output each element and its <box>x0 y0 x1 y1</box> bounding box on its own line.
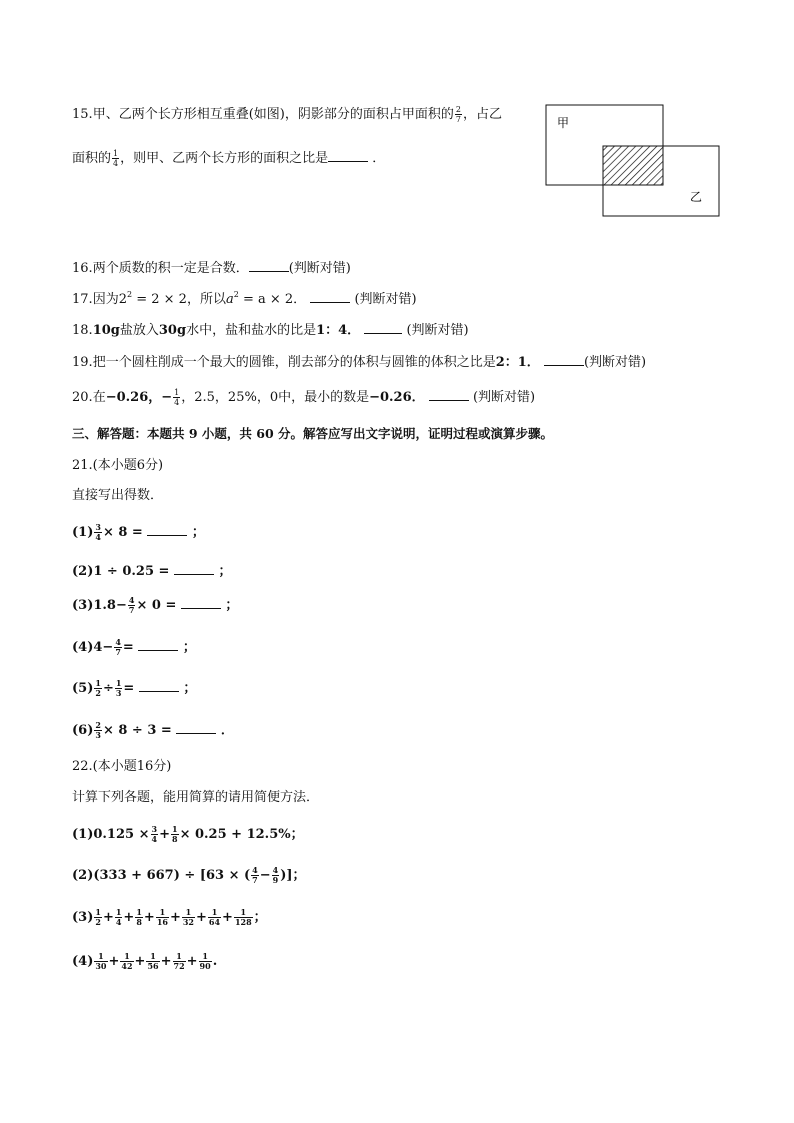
q17-variable: a <box>225 292 234 307</box>
q22-item-3: (3) $\frac{1}{2}$ + $\frac{1}{4}$ + $\frac{1}{8}$ + $\frac{1}{16}$ + $\frac{1}{32}$ + $\frac{1}{64}$ + $\frac{1}{128}$ ； <box>72 907 267 927</box>
q17-exponent: 2 <box>233 290 239 299</box>
fraction-numerator: 3 <box>151 824 158 834</box>
fraction <box>171 825 179 844</box>
q20 <box>72 388 535 407</box>
fraction-denominator: 4 <box>95 532 101 542</box>
q22-header: 22.(本小题16分) <box>72 759 172 774</box>
item-prefix: (3) <box>72 910 94 925</box>
q17-text: 2 <box>118 292 127 307</box>
q22-intro: 计算下列各题，能用简算的请用简便方法． <box>72 790 320 805</box>
section-3-header: 三、解答题：本题共 9 小题，共 60 分。解答应写出文字说明，证明过程或演算步骤。 <box>72 426 554 441</box>
expression: × 0 = <box>136 598 177 613</box>
label-jia: 甲 <box>557 116 570 130</box>
fraction-numerator: 1 <box>115 907 122 917</box>
label-yi: 乙 <box>690 190 703 204</box>
q21-intro: 直接写出得数． <box>72 488 164 503</box>
fraction-denominator: 30 <box>95 961 107 971</box>
q20-text: 在 <box>92 390 106 405</box>
fraction <box>251 866 259 885</box>
q18-text: 30g <box>158 323 187 338</box>
expression: ÷ <box>102 681 114 696</box>
fraction-numerator: 1 <box>199 952 212 962</box>
answer-blank[interactable] <box>310 290 350 303</box>
fraction-numerator: 1 <box>173 952 186 962</box>
expression: 1.8− <box>93 598 127 613</box>
q18-number: 18. <box>72 323 93 338</box>
fraction-numerator: 1 <box>95 907 101 917</box>
q15-line1 <box>72 105 502 124</box>
fraction-denominator: 128 <box>234 917 252 927</box>
answer-blank[interactable] <box>147 523 187 536</box>
q15-text: ，则甲、乙两个长方形的面积之比是 <box>120 151 329 166</box>
fraction <box>128 596 136 615</box>
answer-blank[interactable] <box>138 638 178 651</box>
q16-text: 两个质数的积一定是合数． <box>92 261 249 276</box>
fraction-numerator: 4 <box>272 865 279 875</box>
fraction-denominator: 2 <box>95 917 101 927</box>
answer-blank[interactable] <box>174 562 214 575</box>
q18-tail: (判断对错) <box>406 323 469 338</box>
q21-item-5 <box>72 679 196 698</box>
q15-fraction-b <box>112 149 119 168</box>
fraction-denominator: 4 <box>174 398 180 407</box>
fraction <box>234 908 253 927</box>
overlap-figure <box>544 103 724 219</box>
q20-text: ，2.5，25%，0中，最小的数是 <box>181 390 370 405</box>
item-prefix: (4) <box>72 640 94 655</box>
q15-text: ，占乙 <box>462 107 502 122</box>
fraction <box>182 908 195 927</box>
fraction <box>151 825 159 844</box>
q18-text: 10g <box>92 323 120 338</box>
answer-blank[interactable] <box>429 388 469 401</box>
q15-text: 甲、乙两个长方形相互重叠(如图)，阴影部分的面积占甲面积的 <box>92 107 454 122</box>
q21-header: 21.(本小题6分) <box>72 458 164 473</box>
fraction-numerator: 1 <box>182 908 195 918</box>
fraction-denominator: 3 <box>95 730 101 740</box>
expression: + <box>159 827 170 842</box>
fraction-denominator: 90 <box>199 961 211 971</box>
item-end: ； <box>191 525 205 540</box>
item-prefix: (2) <box>72 868 94 883</box>
fraction-numerator: 1 <box>95 678 101 688</box>
fraction <box>208 908 221 927</box>
item-end: ； <box>225 598 239 613</box>
fraction-denominator: 4 <box>113 159 119 168</box>
fraction-denominator: 2 <box>95 688 101 698</box>
fraction-numerator: 4 <box>252 865 258 875</box>
expression: = <box>123 681 135 696</box>
q15-text: 面积的 <box>72 151 112 166</box>
q19-text: 把一个圆柱削成一个最大的圆锥，削去部分的体积与圆锥的体积之比是 <box>92 355 496 370</box>
fraction-denominator: 4 <box>151 834 158 844</box>
q20-number: 20. <box>72 390 93 405</box>
fraction-numerator: 4 <box>115 637 121 647</box>
item-prefix: (2) <box>72 564 94 579</box>
fraction <box>114 638 122 657</box>
item-end: ； <box>183 681 197 696</box>
fraction-numerator: 1 <box>113 149 119 158</box>
item-end: ； <box>253 910 267 925</box>
item-end: . <box>212 954 218 969</box>
q17-exponent: 2 <box>126 290 133 299</box>
q16 <box>72 259 351 278</box>
item-prefix: (1) <box>72 827 94 842</box>
q17-text: 因为 <box>92 292 119 307</box>
fraction-denominator: 7 <box>455 115 461 124</box>
q20-tail: (判断对错) <box>472 390 536 405</box>
q17-tail: (判断对错) <box>354 292 417 307</box>
q22-item-4: (4) $\frac{1}{30}$ + $\frac{1}{42}$ + $\frac{1}{56}$ + $\frac{1}{72}$ + $\frac{1}{90}$ . <box>72 951 218 971</box>
fraction <box>146 952 159 971</box>
fraction-numerator: 1 <box>120 952 133 962</box>
fraction <box>94 523 102 542</box>
q21-item-2 <box>72 562 232 581</box>
fraction <box>135 908 143 927</box>
expression: − <box>259 868 271 883</box>
q18 <box>72 321 469 340</box>
q22-item-2 <box>72 866 306 885</box>
expression: 1 ÷ 0.25 = <box>93 564 170 579</box>
fraction-numerator: 1 <box>174 388 180 397</box>
fraction <box>199 952 212 971</box>
answer-blank[interactable] <box>249 259 289 272</box>
fraction-numerator: 1 <box>94 952 107 962</box>
q18-text: 1：4． <box>316 323 361 338</box>
answer-blank[interactable] <box>181 596 221 609</box>
q21-item-4 <box>72 638 196 657</box>
fraction <box>115 679 123 698</box>
item-prefix: (3) <box>72 598 94 613</box>
q19 <box>72 353 646 372</box>
q20-fraction <box>173 388 180 407</box>
shaded-overlap <box>603 146 663 185</box>
fraction <box>120 952 133 971</box>
fraction <box>115 908 123 927</box>
q15-line2 <box>72 149 385 168</box>
q19-number: 19. <box>72 355 93 370</box>
fraction-denominator: 32 <box>182 917 194 927</box>
item-prefix: (6) <box>72 723 94 738</box>
q20-text: −0.26． <box>369 390 425 405</box>
expression: × 0.25 + 12.5%； <box>179 827 304 842</box>
fraction-denominator: 16 <box>156 917 168 927</box>
fraction-denominator: 7 <box>128 605 135 615</box>
q19-tail: (判断对错) <box>583 355 647 370</box>
item-prefix: (1) <box>72 525 94 540</box>
fraction-numerator: 3 <box>95 522 101 532</box>
answer-blank[interactable] <box>328 149 368 162</box>
q20-text: −0.26，− <box>105 390 173 405</box>
q21-item-1 <box>72 523 205 542</box>
fraction-numerator: 1 <box>234 908 253 918</box>
fraction <box>173 952 186 971</box>
answer-blank[interactable] <box>139 679 179 692</box>
answer-blank[interactable] <box>176 721 216 734</box>
fraction-numerator: 2 <box>95 720 101 730</box>
fraction-numerator: 1 <box>208 908 221 918</box>
expression: (333 + 667) ÷ [63 × ( <box>93 868 251 883</box>
fraction-numerator: 2 <box>455 105 461 114</box>
fraction-denominator: 72 <box>173 961 185 971</box>
q15-number: 15. <box>72 107 93 122</box>
fraction-numerator: 1 <box>115 678 122 688</box>
q15-fraction-a <box>455 105 462 124</box>
expression: × 8 ÷ 3 = <box>102 723 172 738</box>
answer-blank[interactable] <box>364 321 402 334</box>
fraction-numerator: 1 <box>146 952 159 962</box>
q21-item-6 <box>72 721 234 740</box>
item-prefix: (4) <box>72 954 94 969</box>
fraction <box>272 866 280 885</box>
item-prefix: (5) <box>72 681 94 696</box>
fraction-denominator: 8 <box>136 917 142 927</box>
fraction-denominator: 3 <box>115 688 122 698</box>
q17-text: = 2 × 2，所以 <box>136 292 226 307</box>
fraction-numerator: 4 <box>128 595 135 605</box>
q16-tail: (判断对错) <box>288 261 351 276</box>
fraction <box>94 679 102 698</box>
q17 <box>72 290 417 309</box>
expression: )]； <box>280 868 306 883</box>
q18-text: 盐放入 <box>119 323 159 338</box>
fraction-numerator: 1 <box>171 824 178 834</box>
fraction <box>94 908 102 927</box>
item-end: ； <box>218 564 232 579</box>
q15-text: ． <box>372 151 386 166</box>
fraction <box>94 721 102 740</box>
item-end: ； <box>182 640 196 655</box>
q17-text: = a × 2． <box>242 292 307 307</box>
q21-item-3 <box>72 596 238 615</box>
fraction-denominator: 42 <box>121 961 133 971</box>
q16-number: 16. <box>72 261 93 276</box>
fraction-denominator: 64 <box>208 917 221 927</box>
fraction-numerator: 1 <box>136 907 142 917</box>
q17-number: 17. <box>72 292 93 307</box>
fraction-denominator: 4 <box>115 917 122 927</box>
fraction <box>156 908 169 927</box>
item-end: ． <box>220 723 234 738</box>
q18-text: 水中，盐和盐水的比是 <box>186 323 317 338</box>
fraction-denominator: 7 <box>115 647 121 657</box>
fraction-denominator: 9 <box>272 875 279 885</box>
q19-text: 2：1． <box>495 355 540 370</box>
fraction-denominator: 8 <box>171 834 178 844</box>
expression: = <box>122 640 134 655</box>
expression: 4− <box>93 640 114 655</box>
expression: 0.125 × <box>93 827 150 842</box>
fraction-numerator: 1 <box>156 908 169 918</box>
fraction-denominator: 56 <box>147 961 159 971</box>
fraction <box>94 952 107 971</box>
fraction-denominator: 7 <box>252 875 258 885</box>
q22-item-1 <box>72 825 304 844</box>
expression: × 8 = <box>102 525 143 540</box>
answer-blank[interactable] <box>544 353 584 366</box>
